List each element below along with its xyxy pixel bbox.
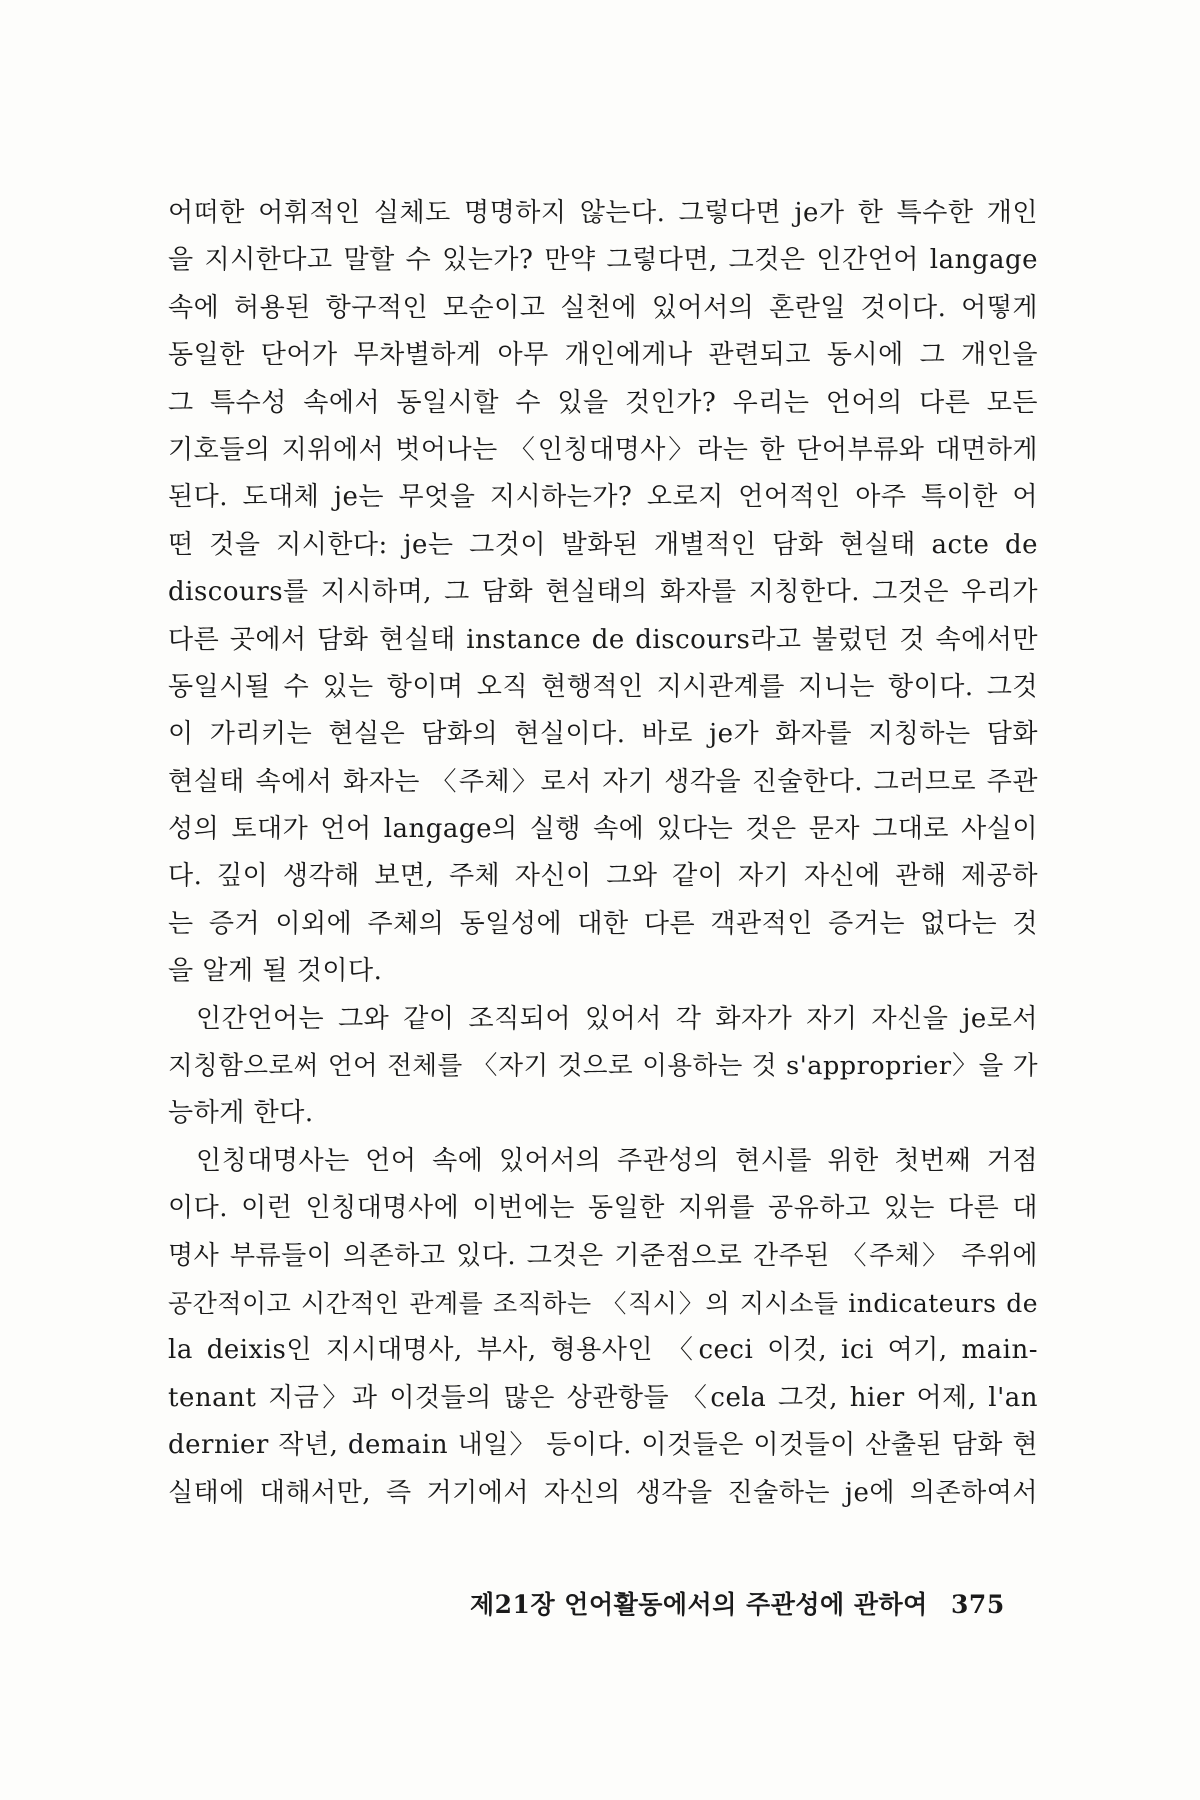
text-line: 능하게 한다. bbox=[168, 1098, 314, 1129]
text-line: 된다. 도대체 je는 무엇을 지시하는가? 오로지 언어적인 아주 특이한 어 bbox=[168, 482, 1038, 513]
text-line: discours를 지시하며, 그 담화 현실태의 화자를 지칭한다. 그것은 우리가 bbox=[168, 577, 1038, 608]
text-line: 인간언어는 그와 같이 조직되어 있어서 각 화자가 자기 자신을 je로서 bbox=[196, 1003, 1038, 1034]
text-line: 을 지시한다고 말할 수 있는가? 만약 그렇다면, 그것은 인간언어 langage bbox=[168, 245, 1038, 276]
running-footer bbox=[470, 1585, 1005, 1621]
body-text bbox=[168, 190, 1038, 1517]
text-line: 속에 허용된 항구적인 모순이고 실천에 있어서의 혼란일 것이다. 어떻게 bbox=[168, 292, 1038, 323]
text-line: 성의 토대가 언어 langage의 실행 속에 있다는 것은 문자 그대로 사실이 bbox=[168, 814, 1038, 845]
text-line: 그 특수성 속에서 동일시할 수 있을 것인가? 우리는 언어의 다른 모든 bbox=[168, 387, 1038, 418]
text-line: la deixis인 지시대명사, 부사, 형용사인 〈ceci 이것, ici 여기, main- bbox=[168, 1335, 1038, 1366]
text-line: 지칭함으로써 언어 전체를 〈자기 것으로 이용하는 것 s'approprier〉을 가 bbox=[168, 1051, 1038, 1082]
text-line: 는 증거 이외에 주체의 동일성에 대한 다른 객관적인 증거는 없다는 것 bbox=[168, 908, 1038, 939]
text-line: 떤 것을 지시한다: je는 그것이 발화된 개별적인 담화 현실태 acte de bbox=[168, 529, 1038, 560]
text-line: tenant 지금〉과 이것들의 많은 상관항들 〈cela 그것, hier 어제, l'an bbox=[168, 1382, 1038, 1413]
page-number: 375 bbox=[951, 1590, 1005, 1619]
text-line: 이 가리키는 현실은 담화의 현실이다. 바로 je가 화자를 지칭하는 담화 bbox=[168, 719, 1038, 750]
text-line: 다. 깊이 생각해 보면, 주체 자신이 그와 같이 자기 자신에 관해 제공하 bbox=[168, 861, 1038, 892]
text-line: 동일한 단어가 무차별하게 아무 개인에게나 관련되고 동시에 그 개인을 bbox=[168, 340, 1038, 371]
text-line: 현실태 속에서 화자는 〈주체〉로서 자기 생각을 진술한다. 그러므로 주관 bbox=[168, 766, 1038, 797]
text-line: 이다. 이런 인칭대명사에 이번에는 동일한 지위를 공유하고 있는 다른 대 bbox=[168, 1193, 1038, 1224]
text-line: 어떠한 어휘적인 실체도 명명하지 않는다. 그렇다면 je가 한 특수한 개인 bbox=[168, 198, 1038, 228]
text-line: 을 알게 될 것이다. bbox=[168, 956, 383, 987]
text-line: dernier 작년, demain 내일〉 등이다. 이것들은 이것들이 산출된 담화 현 bbox=[168, 1430, 1038, 1461]
text-line: 기호들의 지위에서 벗어나는 〈인칭대명사〉라는 한 단어부류와 대면하게 bbox=[168, 434, 1038, 465]
text-line: 다른 곳에서 담화 현실태 instance de discours라고 불렀던 것 속에서만 bbox=[168, 624, 1038, 655]
text-line: 공간적이고 시간적인 관계를 조직하는 〈직시〉의 지시소들 indicateurs de bbox=[168, 1288, 1038, 1318]
text-line: 인칭대명사는 언어 속에 있어서의 주관성의 현시를 위한 첫번째 거점 bbox=[196, 1145, 1038, 1176]
text-line: 명사 부류들이 의존하고 있다. 그것은 기준점으로 간주된 〈주체〉 주위에 bbox=[168, 1240, 1038, 1271]
text-line: 동일시될 수 있는 항이며 오직 현행적인 지시관계를 지니는 항이다. 그것 bbox=[168, 671, 1038, 702]
text-line: 실태에 대해서만, 즉 거기에서 자신의 생각을 진술하는 je에 의존하여서 bbox=[168, 1477, 1038, 1508]
chapter-title: 제21장 언어활동에서의 주관성에 관하여 bbox=[470, 1590, 928, 1619]
